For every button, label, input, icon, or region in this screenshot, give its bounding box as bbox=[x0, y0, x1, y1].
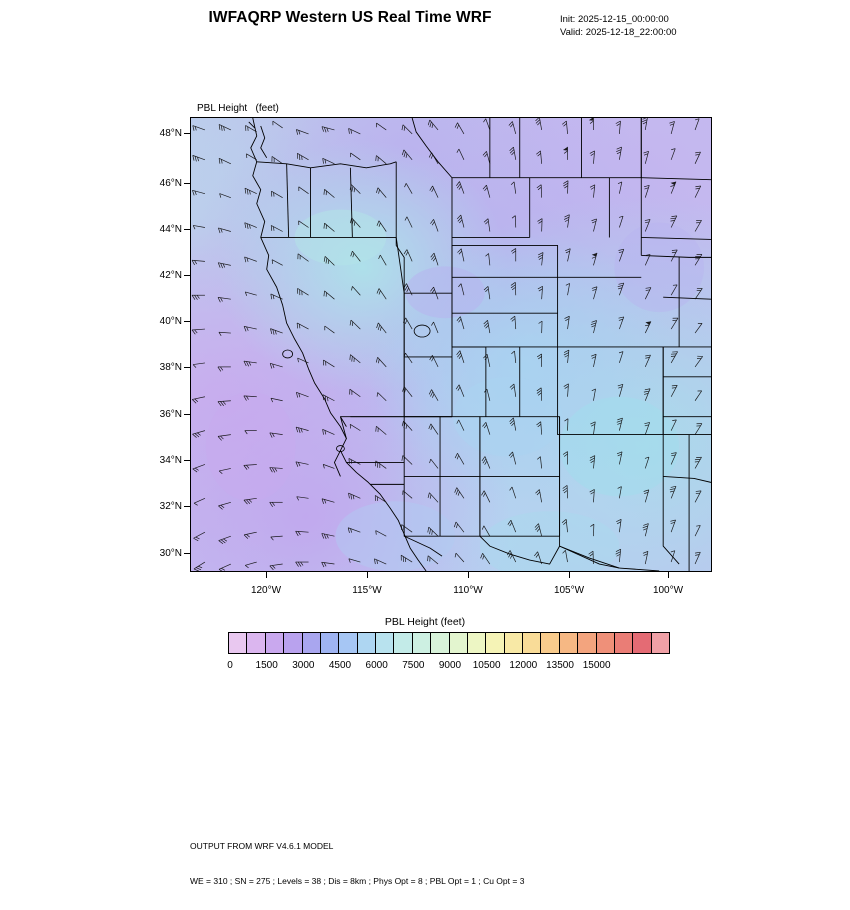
colorbar-cell bbox=[413, 633, 431, 653]
x-tick-label: 105°W bbox=[553, 585, 585, 596]
x-tick-mark bbox=[266, 572, 267, 578]
colorbar-tick-label: 7500 bbox=[402, 660, 425, 671]
model-run-info bbox=[560, 13, 677, 39]
y-tick-label: 30°N bbox=[159, 548, 182, 559]
pbl-height-field bbox=[191, 118, 711, 571]
colorbar bbox=[228, 632, 670, 654]
footer-line-1: OUTPUT FROM WRF V4.6.1 MODEL bbox=[190, 841, 334, 851]
colorbar-cell bbox=[431, 633, 449, 653]
colorbar-tick-label: 10500 bbox=[472, 660, 501, 671]
x-tick-mark bbox=[569, 572, 570, 578]
colorbar-cell bbox=[284, 633, 302, 653]
colorbar-cell bbox=[394, 633, 412, 653]
colorbar-tick-label: 9000 bbox=[438, 660, 462, 671]
colorbar-cell bbox=[468, 633, 486, 653]
y-tick-label: 42°N bbox=[159, 270, 182, 281]
colorbar-tick-label: 3000 bbox=[292, 660, 315, 671]
init-time: Init: 2025-12-15_00:00:00 bbox=[560, 14, 669, 25]
colorbar-tick-label: 13500 bbox=[546, 660, 574, 671]
colorbar-cell bbox=[633, 633, 651, 653]
page-title: IWFAQRP Western US Real Time WRF bbox=[208, 9, 492, 26]
pbl-height-label: PBL Height (feet) bbox=[197, 103, 279, 114]
valid-time: Valid: 2025-12-18_22:00:00 bbox=[560, 27, 677, 38]
x-tick-label: 110°W bbox=[453, 585, 483, 596]
model-output-footer bbox=[190, 818, 524, 910]
x-tick-label: 115°W bbox=[352, 585, 382, 596]
colorbar-cell bbox=[541, 633, 559, 653]
colorbar-cell bbox=[615, 633, 633, 653]
colorbar-tick-label: 1500 bbox=[255, 660, 278, 671]
colorbar-tick-label: 12000 bbox=[509, 660, 538, 671]
map-canvas bbox=[191, 118, 711, 571]
colorbar-tick-label: 6000 bbox=[365, 660, 388, 671]
colorbar-cell bbox=[266, 633, 284, 653]
colorbar-cell bbox=[652, 633, 669, 653]
colorbar-cell bbox=[505, 633, 523, 653]
map-plot-area bbox=[190, 117, 712, 572]
colorbar-cell bbox=[376, 633, 394, 653]
y-tick-label: 38°N bbox=[159, 362, 182, 373]
x-tick-label: 100°W bbox=[652, 585, 684, 596]
footer-line-2: WE = 310 ; SN = 275 ; Levels = 38 ; Dis = 8km ; Phys Opt = 8 ; PBL Opt = 1 ; Cu Opt = 3 bbox=[190, 875, 525, 886]
colorbar-cell bbox=[247, 633, 265, 653]
y-tick-label: 32°N bbox=[159, 501, 182, 512]
colorbar-cell bbox=[523, 633, 541, 653]
colorbar-cell bbox=[560, 633, 578, 653]
colorbar-cell bbox=[486, 633, 504, 653]
colorbar-tick-label: 0 bbox=[227, 660, 233, 671]
y-tick-label: 48°N bbox=[159, 128, 182, 139]
colorbar-cell bbox=[597, 633, 615, 653]
colorbar-cell bbox=[229, 633, 247, 653]
y-tick-label: 36°N bbox=[159, 409, 182, 420]
x-tick-mark bbox=[468, 572, 469, 578]
colorbar-cell bbox=[321, 633, 339, 653]
colorbar-cell bbox=[303, 633, 321, 653]
colorbar-tick-labels bbox=[228, 660, 670, 674]
colorbar-tick-label: 15000 bbox=[582, 660, 611, 671]
colorbar-title: PBL Height (feet) bbox=[384, 616, 466, 628]
y-tick-label: 44°N bbox=[159, 224, 182, 235]
colorbar-cell bbox=[358, 633, 376, 653]
colorbar-cell bbox=[450, 633, 468, 653]
colorbar-cell bbox=[578, 633, 596, 653]
x-tick-label: 120°W bbox=[250, 585, 282, 596]
x-tick-mark bbox=[668, 572, 669, 578]
x-tick-mark bbox=[367, 572, 368, 578]
y-tick-label: 34°N bbox=[159, 455, 182, 466]
colorbar-cell bbox=[339, 633, 357, 653]
y-tick-label: 40°N bbox=[159, 316, 182, 327]
colorbar-tick-label: 4500 bbox=[328, 660, 352, 671]
y-tick-label: 46°N bbox=[159, 178, 182, 189]
